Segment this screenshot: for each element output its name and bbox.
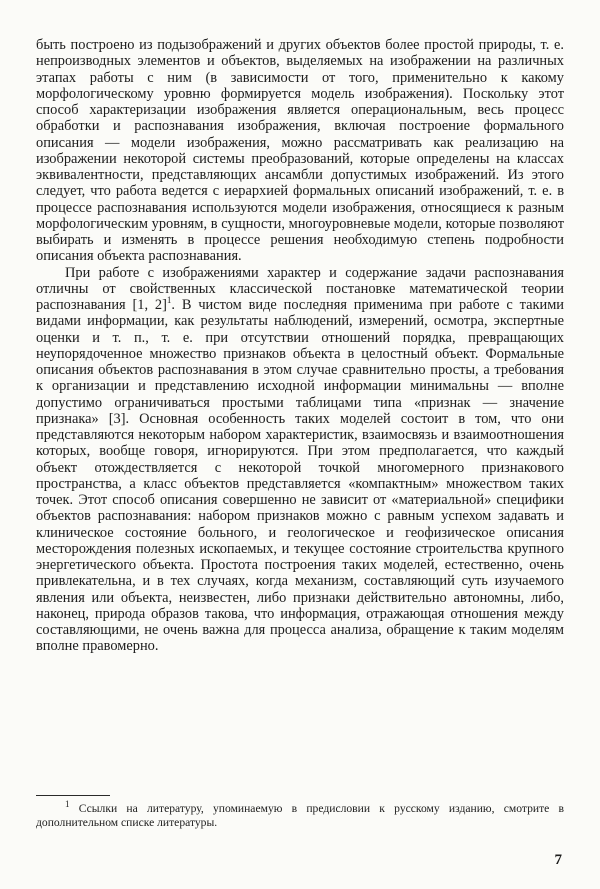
footnote-divider (36, 795, 110, 796)
footnote (36, 799, 564, 830)
page-number: 7 (554, 852, 562, 868)
body-text (36, 37, 564, 655)
paragraph-2 (36, 265, 564, 655)
footnote-marker: 1 (65, 799, 70, 810)
footnote-text: Ссылки на литературу, упоминаемую в предисловии к русскому изданию, смотрите в дополнительном списке литературы. (36, 802, 564, 829)
paragraph-1: быть построено из подызображений и других объектов более простой природы, т. е. непроизводных элементов и объектов, выделяемых на изображении на различных этапах работы с ним (в зависимости от того, применительно к какому морфологическому уровню формируется модель изображения). Поскольку этот способ характеризации изображения является операциональным, весь процесс обработки и распознавания изображения, включая построение формального описания — модели изображения, можно рассматривать как реализацию на изображении некоторой системы преобразований, которые определены на классах эквивалентности, представляющих ансамбли допустимых изображений. Из этого следует, что работа ведется с иерархией формальных описаний изображений, т. е. в процессе распознавания используются модели изображения, относящиеся к разным морфологическим уровням, в сущности, многоуровневые модели, которые позволяют выбирать и изменять в процессе решения необходимую степень подробности описания объекта распознавания. (36, 37, 564, 265)
footnote-reference: 1 (166, 295, 172, 306)
paragraph-2-part-1: При работе с изображениями характер и содержание задачи распознавания отличны от свойственных классической постановке математической теории распознавания [1, 2] (36, 264, 564, 313)
paragraph-2-part-2: . В чистом виде последняя применима при работе с такими видами информации, как результаты наблюдений, измерений, осмотра, экспертные оценки и т. п., т. е. при отсутствии отношений порядка, превращающих неупорядоченное множество признаков объекта в целостный объект. Формальные описания объектов распознавания в этом случае сравнительно просты, а требования к организации и представлению исходной информации минимальны — вполне допустимо ограничиваться простыми таблицами типа «признак — значение признака» [3]. Основная особенность таких моделей состоит в том, что они представляются некоторым набором характеристик, взаимосвязь и взаимоотношения которых, вообще говоря, игнорируются. При этом предполагается, что каждый объект отождествляется с некоторой точкой многомерного признакового пространства, а класс объектов представляется «компактным» множеством таких точек. Этот способ описания совершенно не зависит от «материальной» специфики объектов распознавания: набором признаков можно с равным успехом задавать и клиническое состояние больного, и геологическое и геофизическое описания месторождения полезных ископаемых, и текущее состояние строительства крупного энергетического объекта. Простота построения таких моделей, естественно, очень привлекательна, и в тех случаях, когда механизм, составляющий суть изучаемого явления или объекта, неизвестен, либо признаки действительно автономны, либо, наконец, природа образов такова, что информация, отражающая отношения между составляющими, не очень важна для процесса анализа, обращение к таким моделям вполне правомерно. (36, 297, 564, 655)
